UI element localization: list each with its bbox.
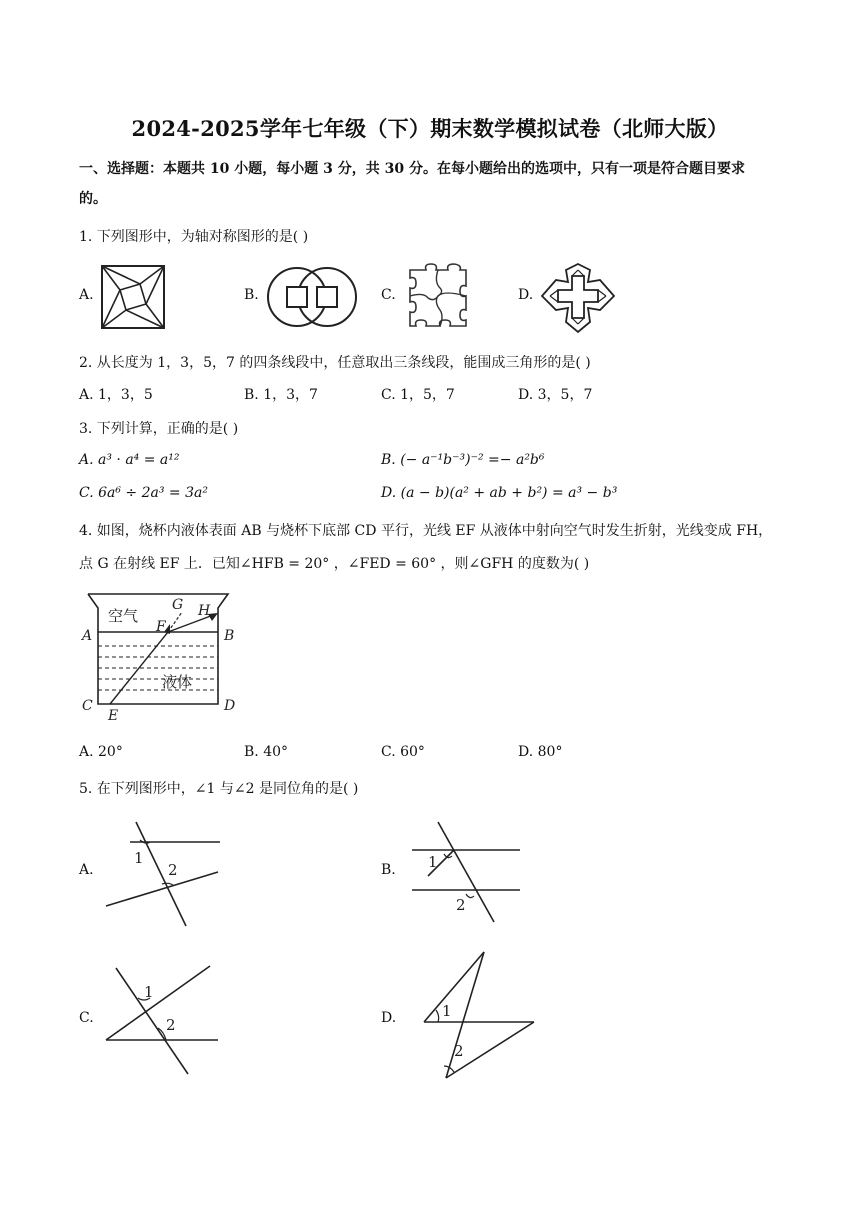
q1-option-c-label: C. xyxy=(381,287,396,303)
q1-figure-a xyxy=(100,264,166,330)
q2-option-b: B. 1，3，7 xyxy=(244,387,318,403)
q5c-angle-1: 1 xyxy=(144,983,154,1001)
q4-label-liquid: 液体 xyxy=(162,673,193,691)
q3-option-d: D. (a − b)(a² + ab + b²) = a³ − b³ xyxy=(381,485,618,501)
q5-figure-b xyxy=(404,818,526,928)
q4-label-D: D xyxy=(224,698,236,714)
q4-label-E: E xyxy=(108,708,119,722)
q5-figure-a xyxy=(100,818,222,928)
q1-stem: 1. 下列图形中，为轴对称图形的是( ) xyxy=(79,229,309,245)
section-header-cont: 的。 xyxy=(79,191,107,207)
q2-option-c: C. 1，5，7 xyxy=(381,387,455,403)
q4-label-B: B xyxy=(224,628,235,644)
q1-figure-d xyxy=(540,262,616,334)
q5-option-b-label: B. xyxy=(381,862,396,878)
q5-option-c-label: C. xyxy=(79,1010,94,1026)
q4-label-F: F xyxy=(156,619,166,635)
q5b-angle-2: 2 xyxy=(456,896,466,914)
q4-option-a: A. 20° xyxy=(79,744,123,760)
section-header: 一、选择题：本题共 10 小题，每小题 3 分，共 30 分。在每小题给出的选项中，只有一项是符合题目要求 xyxy=(79,161,745,177)
q3-stem: 3. 下列计算，正确的是( ) xyxy=(79,421,239,437)
q4-label-A: A xyxy=(82,628,93,644)
q2-stem: 2. 从长度为 1，3，5，7 的四条线段中，任意取出三条线段，能围成三角形的是( ) xyxy=(79,355,591,371)
q1-figure-c xyxy=(404,262,470,330)
q3-option-a: A. a³ · a⁴ = a¹² xyxy=(79,452,180,468)
q5a-angle-2: 2 xyxy=(168,861,178,879)
q5d-angle-1: 1 xyxy=(442,1002,452,1020)
q1-option-a-label: A. xyxy=(79,287,94,303)
q2-option-a: A. 1，3，5 xyxy=(79,387,153,403)
q1-option-d-label: D. xyxy=(518,287,534,303)
q4-label-air: 空气 xyxy=(108,607,139,625)
q4-option-c: C. 60° xyxy=(381,744,425,760)
q5a-angle-1: 1 xyxy=(134,849,144,867)
q4-option-b: B. 40° xyxy=(244,744,289,760)
q4-stem-line2: 点 G 在射线 EF 上．已知∠HFB = 20° ，∠FED = 60° ，则∠GFH 的度数为( ) xyxy=(79,556,590,572)
q2-option-d: D. 3，5，7 xyxy=(518,387,593,403)
q1-figure-b xyxy=(266,264,358,330)
q4-label-H: H xyxy=(198,603,211,619)
q5-figure-c xyxy=(100,962,222,1076)
q3-option-b: B. (− a⁻¹b⁻³)⁻² =− a²b⁶ xyxy=(381,452,545,468)
q4-label-G: G xyxy=(172,597,184,613)
q4-beaker-figure xyxy=(78,590,248,722)
q4-option-d: D. 80° xyxy=(518,744,563,760)
q5d-angle-2: 2 xyxy=(454,1042,464,1060)
q5-option-a-label: A. xyxy=(79,862,94,878)
q5c-angle-2: 2 xyxy=(166,1016,176,1034)
q5b-angle-1: 1 xyxy=(428,853,438,871)
q3-option-c: C. 6a⁶ ÷ 2a³ = 3a² xyxy=(79,485,208,501)
q4-stem-line1: 4. 如图，烧杯内液体表面 AB 与烧杯下底部 CD 平行，光线 EF 从液体中射向空气时发生折射，光线变成 FH， xyxy=(79,523,773,539)
q1-option-b-label: B. xyxy=(244,287,259,303)
q5-figure-d xyxy=(422,948,538,1082)
q5-option-d-label: D. xyxy=(381,1010,397,1026)
q5-stem: 5. 在下列图形中，∠1 与∠2 是同位角的是( ) xyxy=(79,781,359,797)
page-title: 2024-2025学年七年级（下）期末数学模拟试卷（北师大版） xyxy=(131,116,729,141)
q4-label-C: C xyxy=(82,698,93,714)
